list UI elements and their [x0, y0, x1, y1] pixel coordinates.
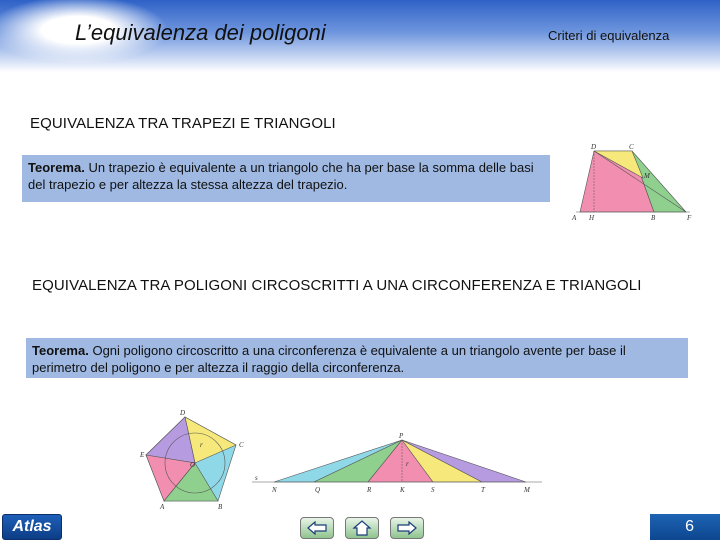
header-bar — [0, 0, 720, 72]
section-title-poligoni: EQUIVALENZA TRA POLIGONI CIRCOSCRITTI A UNA CIRCONFERENZA E TRIANGOLI — [32, 277, 642, 294]
home-button[interactable] — [345, 517, 379, 539]
page-subtitle: Criteri di equivalenza — [548, 28, 670, 43]
fig-label: A — [572, 214, 577, 222]
fig-label: B — [218, 503, 223, 510]
arrow-right-icon — [397, 521, 417, 535]
fig-label: r — [406, 460, 409, 468]
atlas-logo[interactable]: Atlas — [2, 514, 62, 540]
fig-label: C — [239, 441, 244, 449]
fig-label: N — [272, 486, 277, 494]
fig-label: r — [200, 441, 203, 449]
fig-label: M — [524, 486, 530, 494]
pentagon-figure — [140, 405, 250, 510]
fig-label: D — [180, 409, 186, 417]
section-title-trapezi: EQUIVALENZA TRA TRAPEZI E TRIANGOLI — [30, 115, 336, 132]
fig-label: K — [400, 486, 405, 494]
page-title: L’equivalenza dei poligoni — [75, 20, 326, 45]
prev-button[interactable] — [300, 517, 334, 539]
theorem-label: Teorema. — [32, 343, 89, 358]
fig-label: Q — [315, 486, 321, 494]
fig-label: C — [629, 143, 634, 151]
page-number: 6 — [685, 518, 694, 535]
theorem-box-trapezi — [22, 155, 550, 202]
home-icon — [352, 520, 372, 536]
page-number-box — [650, 514, 720, 540]
fig-label: D — [591, 143, 597, 151]
fig-label: P — [399, 432, 404, 440]
fig-label: A — [160, 503, 165, 510]
fig-label: O — [190, 461, 196, 469]
arrow-left-icon — [307, 521, 327, 535]
theorem-label: Teorema. — [28, 160, 85, 175]
fig-label: M — [644, 172, 650, 180]
triangle-figure — [250, 430, 550, 498]
next-button[interactable] — [390, 517, 424, 539]
theorem-box-poligoni — [26, 338, 688, 378]
fig-label: T — [481, 486, 485, 494]
fig-label: E — [140, 451, 145, 459]
theorem-text: Ogni poligono circoscritto a una circonferenza è equivalente a un triangolo avente per base il perimetro del poligono e per altezza il raggio della circonferenza. — [32, 343, 626, 375]
trapezoid-figure — [566, 140, 698, 222]
theorem-text: Un trapezio è equivalente a un triangolo che ha per base la somma delle basi del trapezio e per altezza la stessa altezza del trapezio. — [28, 160, 534, 192]
fig-label: F — [687, 214, 692, 222]
fig-label: H — [589, 214, 595, 222]
fig-label: s — [255, 474, 258, 482]
fig-label: R — [367, 486, 372, 494]
fig-label: B — [651, 214, 656, 222]
fig-label: S — [431, 486, 435, 494]
